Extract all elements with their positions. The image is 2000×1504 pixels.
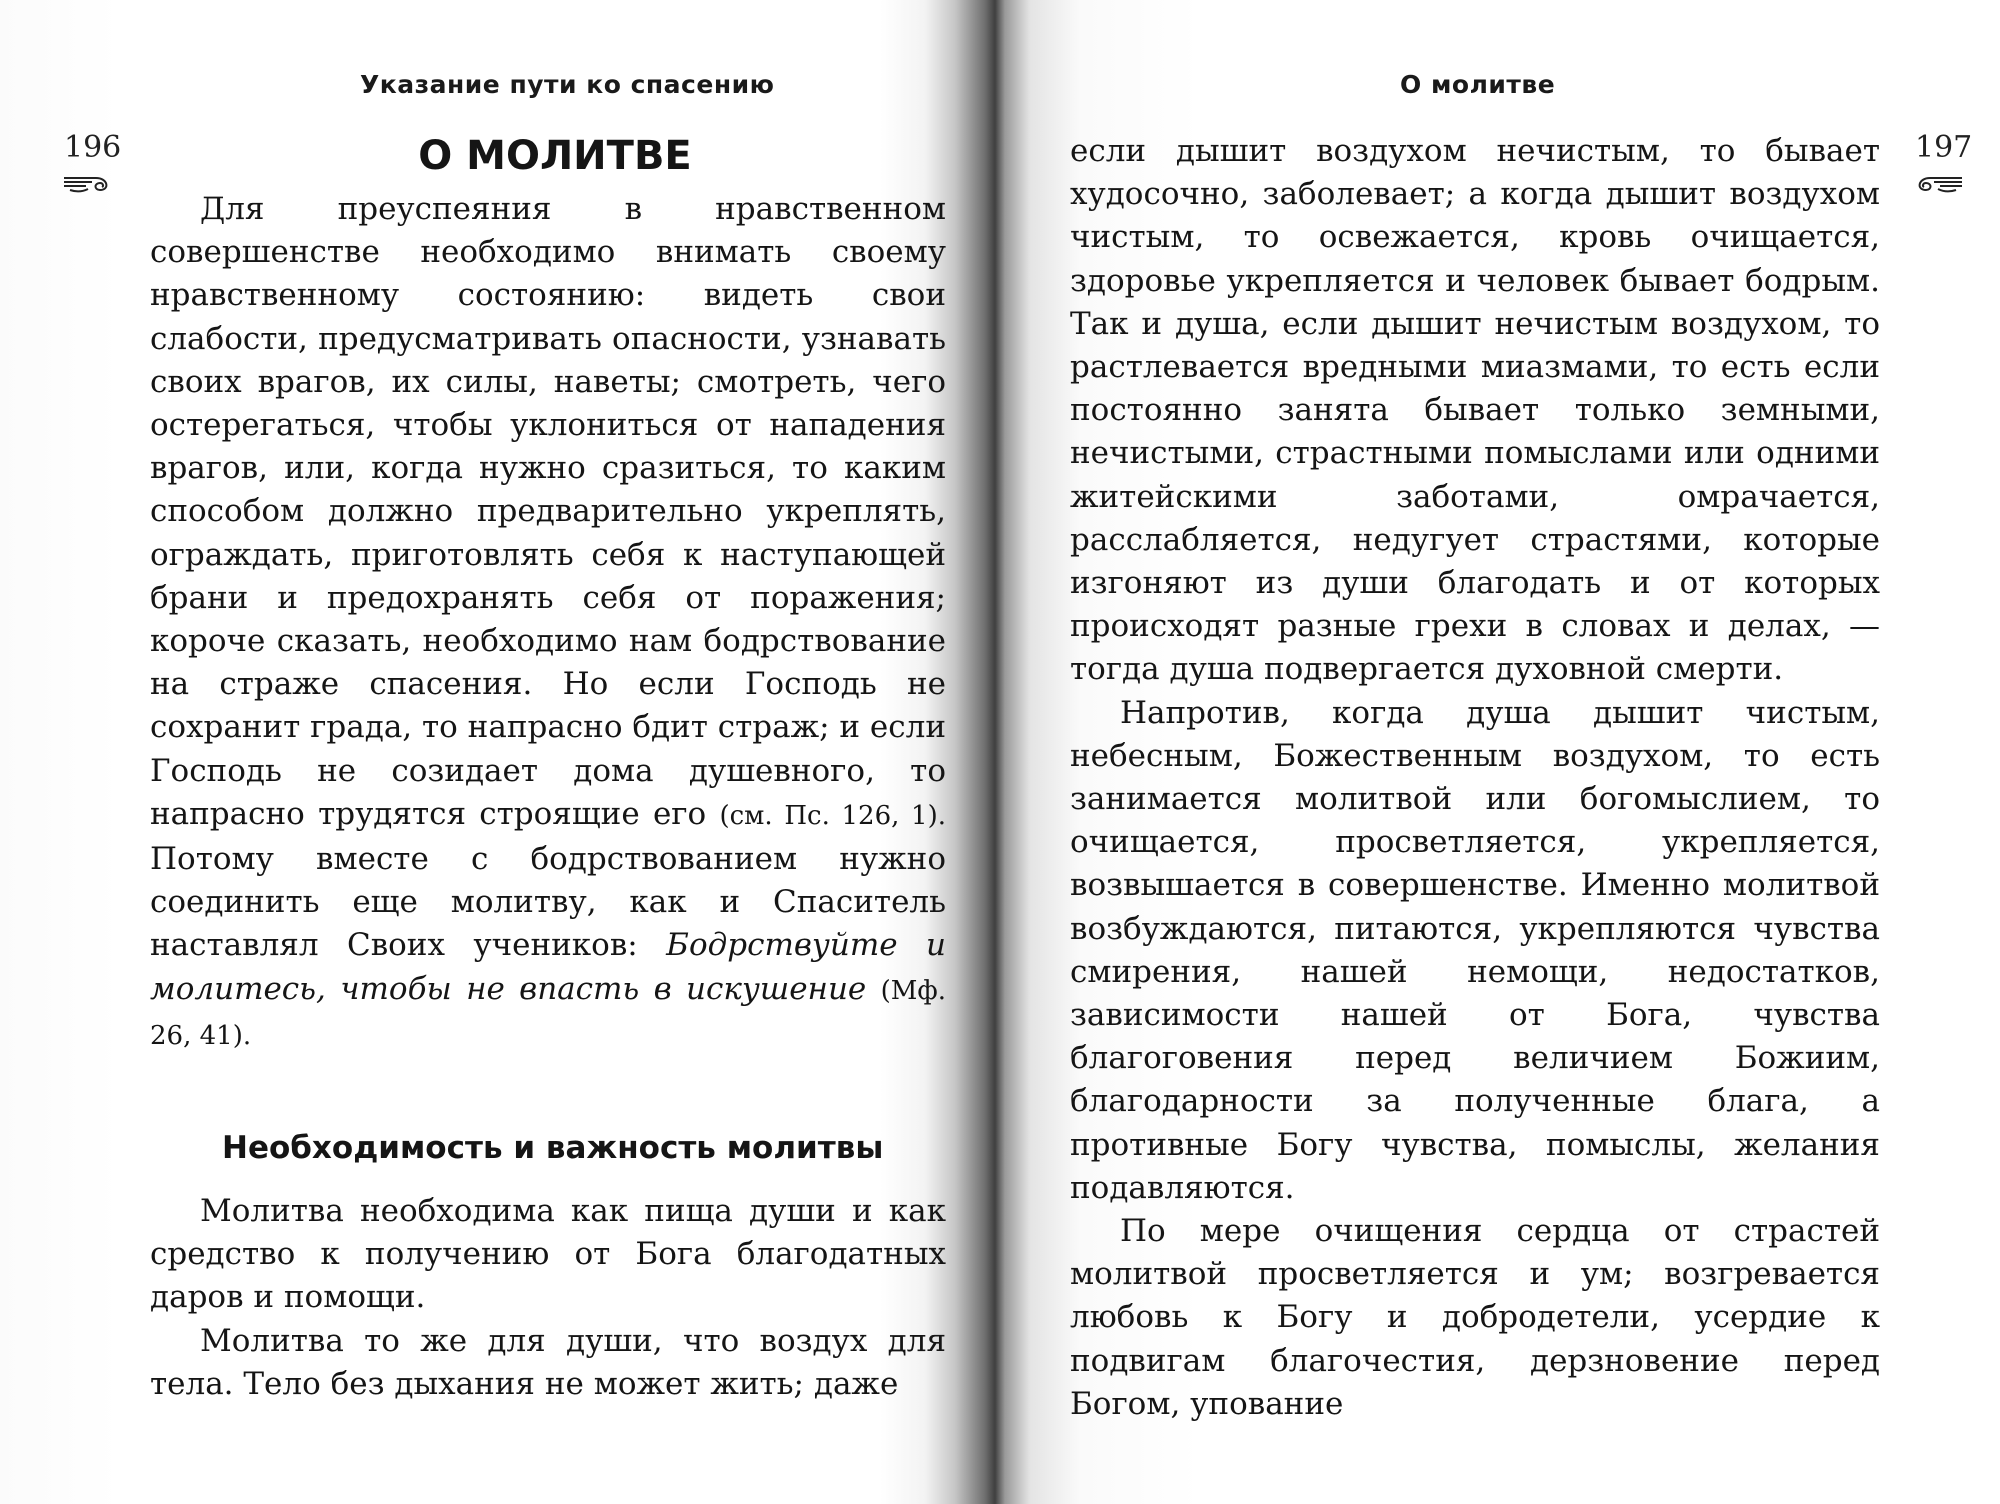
right-page-number: 197 (1915, 130, 1973, 165)
reference-matthew: (Мф. 26, 41). (150, 975, 946, 1051)
reference-psalm: (см. Пс. 126, 1). (719, 800, 947, 831)
left-running-head: Указание пути ко спасению (360, 70, 775, 99)
left-paragraph-1 (150, 188, 946, 1058)
right-page (1000, 0, 2000, 1504)
right-text-column (1070, 130, 1880, 1426)
page-ornament-icon (1912, 174, 1964, 194)
right-paragraph-1: если дышит воздухом нечистым, то бывает худосочно, заболевает; а когда дышит воздухом чистым, то освежается, кровь очищается, здоровье укрепляется и человек бывает бодрым. Так и душа, если дышит нечистым воздухом, то растлевается вредными миазмами, то есть если постоянно занята бывает только земными, нечистыми, страстными помыслами или одними житейскими заботами, омрачается, расслабляется, недугует страстями, которые изгоняют из души благодать и от которых происходят разные грехи в словах и делах, — тогда душа подвергается духовной смерти. (1070, 133, 1880, 688)
scripture-quote: Бодрствуйте и молитесь, чтобы не впасть в искушение (150, 927, 946, 1007)
section-subtitle: Необходимость и важность молитвы (222, 1130, 884, 1167)
chapter-title: О МОЛИТВЕ (418, 133, 692, 179)
right-paragraph-3: По мере очищения сердца от страстей молитвой просветляется и ум; возгревается любовь к Богу и добродетели, усердие к подвигам благочестия, дерзновение перед Богом, упование (1070, 1213, 1880, 1422)
left-text-column (150, 130, 946, 1406)
left-paragraph-1-continued: Потому вместе с бодрствованием нужно соединить еще молитву, как и Спаситель наставлял Своих учеников: (150, 841, 946, 964)
left-paragraph-3: Молитва то же для души, что воздух для тела. Тело без дыхания не может жить; даже (150, 1322, 946, 1402)
left-page-number: 196 (64, 130, 122, 165)
left-paragraph-2: Молитва необходима как пища души и как средство к получению от Бога благодатных даров и помощи. (150, 1193, 946, 1316)
left-paragraph-1-text: Для преуспеяния в нравственном совершенстве необходимо внимать своему нравственному состоянию: видеть свои слабости, предусматривать опасности, узнавать своих врагов, их силы, наветы; смотреть, чего остерегаться, чтобы уклониться от нападения врагов, или, когда нужно сразиться, то каким способом должно предварительно укреплять, ограждать, приготовлять себя к наступающей брани и предохранять себя от поражения; короче сказать, необходимо нам бодрствование на страже спасения. Но если Господь не сохранит града, то напрасно бдит страж; и если Господь не созидает дома душевного, то напрасно трудятся строящие его (150, 191, 946, 832)
page-ornament-icon (62, 174, 114, 194)
right-paragraph-2: Напротив, когда душа дышит чистым, небесным, Божественным воздухом, то есть занимается молитвой или богомыслием, то очищается, просветляется, укрепляется, возвышается в совершенстве. Именно молитвой возбуждаются, питаются, укрепляются чувства смирения, нашей немощи, недостатков, зависимости нашей от Бога, чувства благоговения перед величием Божиим, благодарности за полученные блага, а противные Богу чувства, помыслы, желания подавляются. (1070, 694, 1880, 1206)
left-page (0, 0, 985, 1504)
right-running-head: О молитве (1400, 70, 1556, 99)
